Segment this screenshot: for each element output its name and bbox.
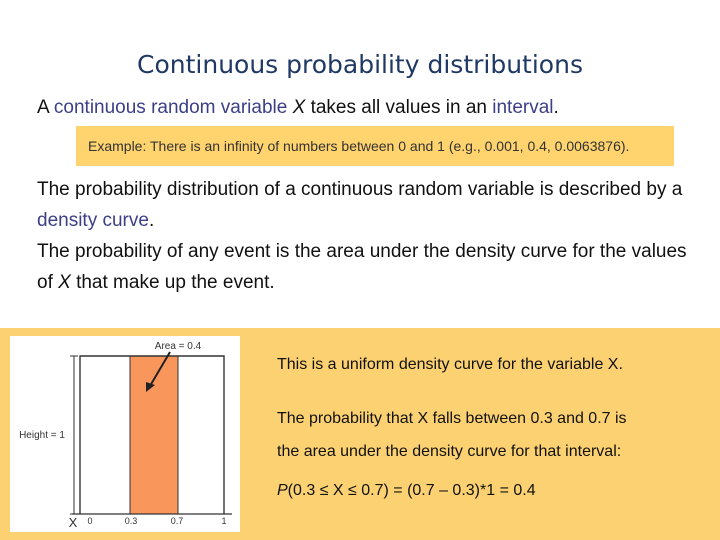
area-label: Area = 0.4: [154, 341, 202, 352]
tick-label-0-3: 0.3: [124, 516, 138, 526]
term-continuous-random-variable: continuous random variable: [53, 97, 288, 118]
area-statement: the area under the density curve for that interval:: [277, 443, 622, 460]
formula-p: P: [277, 482, 288, 499]
x-axis-variable-label: X: [68, 515, 78, 530]
para3-after: that make up the event.: [70, 272, 275, 293]
event-probability-paragraph: [37, 236, 697, 298]
height-label: Height = 1: [19, 430, 65, 441]
intro-suffix: .: [553, 97, 559, 118]
formula-rest: (0.3 ≤ X ≤ 0.7) = (0.7 – 0.3)*1 = 0.4: [287, 482, 536, 499]
para2-text: The probability distribution of a continuous random variable is described by a: [37, 179, 683, 200]
tick-label-0-7: 0.7: [170, 516, 184, 526]
example-box: Example: There is an infinity of numbers between 0 and 1 (e.g., 0.001, 0.4, 0.0063876).: [76, 126, 674, 166]
slide-title: Continuous probability distributions: [137, 50, 583, 79]
variable-x: X: [292, 97, 306, 118]
para2-suffix: .: [148, 210, 155, 231]
term-density-curve: density curve: [37, 210, 149, 231]
para3-variable-x: X: [58, 272, 71, 293]
term-interval: interval: [492, 97, 554, 118]
tick-label-1: 1: [221, 516, 227, 526]
uniform-description: This is a uniform density curve for the variable X.: [277, 356, 623, 373]
probability-statement: The probability that X falls between 0.3 and 0.7 is: [277, 410, 627, 427]
uniform-density-figure: [10, 336, 240, 532]
tick-label-0: 0: [87, 516, 93, 526]
intro-middle: takes all values in an: [305, 97, 493, 118]
intro-prefix: A: [37, 97, 54, 118]
probability-formula: [277, 482, 536, 500]
density-curve-paragraph: [37, 174, 697, 236]
para3-before: The probability of any event is the area under the density curve for the values of: [37, 241, 687, 293]
intro-line: [37, 97, 559, 119]
uniform-density-svg: [10, 336, 240, 532]
